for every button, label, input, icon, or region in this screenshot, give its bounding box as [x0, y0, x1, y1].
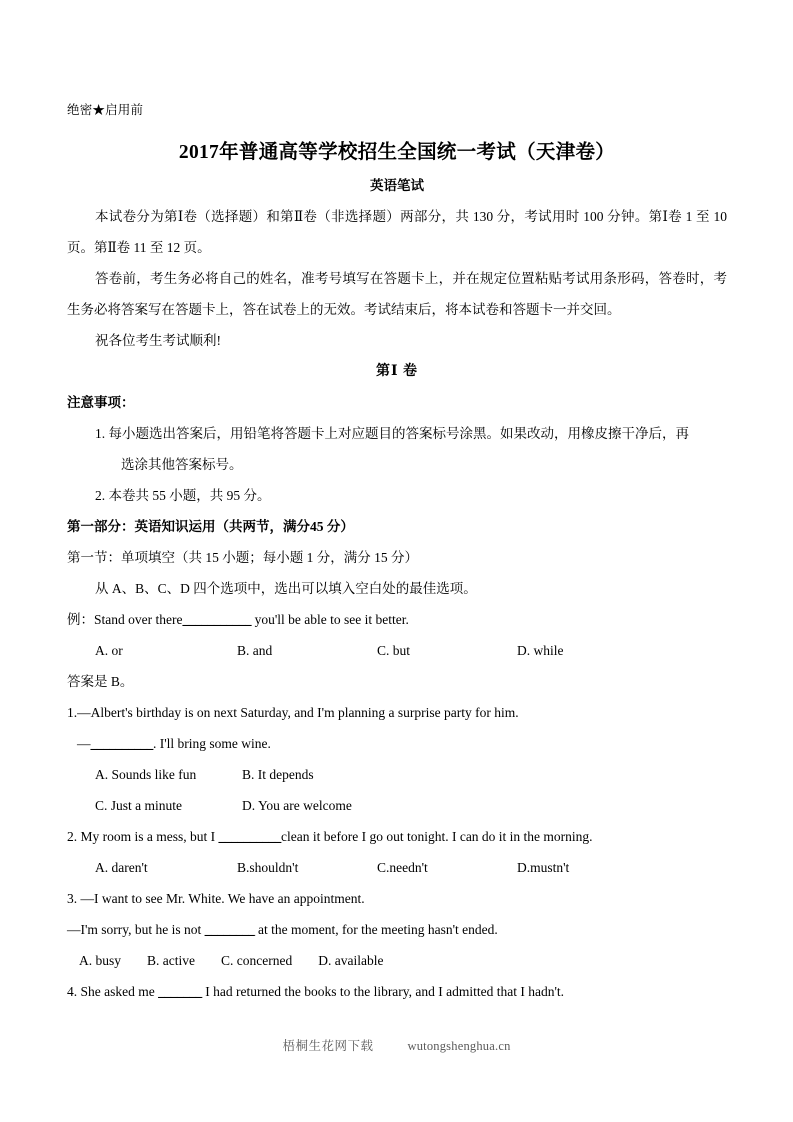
section-one-instruction: 从 A、B、C、D 四个选项中，选出可以填入空白处的最佳选项。: [95, 581, 477, 596]
question-2-option-c[interactable]: C.needn't: [377, 860, 428, 875]
example-options-row: [67, 635, 727, 666]
question-1-options-row-2: [67, 790, 727, 821]
document-body: [67, 100, 727, 1007]
footer-site-url[interactable]: wutongshenghua.cn: [407, 1039, 511, 1053]
example-option-b[interactable]: B. and: [237, 643, 273, 658]
question-3-option-a[interactable]: A. busy: [79, 953, 122, 968]
question-1-option-a[interactable]: A. Sounds like fun: [95, 767, 197, 782]
example-label: 例：: [67, 612, 94, 627]
example-option-d[interactable]: D. while: [517, 643, 564, 658]
section-one-heading: 第一节：单项填空（共 15 小题；每小题 1 分，满分 15 分）: [67, 550, 418, 565]
example-stem: [67, 604, 727, 635]
notice-item-line-continued: 选涂其他答案标号。: [121, 457, 243, 472]
question-2-option-b[interactable]: B.shouldn't: [237, 860, 299, 875]
question-3-stem-line-2: [67, 914, 727, 945]
question-2-options-row: [67, 852, 727, 883]
question-3-blank: ________: [204, 922, 255, 937]
example-blank: ___________: [182, 612, 252, 627]
notice-item-line: 1. 每小题选出答案后，用铅笔将答题卡上对应题目的答案标号涂黑。如果改动，用橡皮擦干净后，再: [95, 426, 689, 441]
intro-paragraph-2: 答卷前，考生务必将自己的姓名，准考号填写在答题卡上，并在规定位置粘贴考试用条形码，答卷时，考生务必将答案写在答题卡上，答在试卷上的无效。考试结束后，将本试卷和答题卡一并交回。: [67, 271, 727, 317]
question-4-stem: [67, 976, 727, 1007]
question-3-stem-after: at the moment, for the meeting hasn't ended.: [254, 922, 498, 937]
question-3-options-row: [67, 945, 727, 976]
question-4-stem-after: I had returned the books to the library, and I admitted that I hadn't.: [201, 984, 565, 999]
example-answer: 答案是 B。: [67, 674, 134, 689]
question-2-option-a[interactable]: A. daren't: [95, 860, 148, 875]
page-title: 2017年普通高等学校招生全国统一考试（天津卷）: [178, 142, 616, 163]
section-heading-juan-1: 第Ⅰ 卷: [375, 364, 419, 379]
question-3-option-d[interactable]: D. available: [318, 953, 384, 968]
notice-label: 注意事项：: [67, 395, 135, 410]
question-3-stem-before: —I'm sorry, but he is not: [67, 922, 205, 937]
part-one-heading: 第一部分：英语知识运用（共两节，满分45 分）: [67, 519, 354, 534]
question-1-stem-line-1: 1.—Albert's birthday is on next Saturday, and I'm planning a surprise party for him.: [67, 705, 519, 720]
question-3-option-b[interactable]: B. active: [147, 953, 195, 968]
question-2-option-d[interactable]: D.mustn't: [517, 860, 570, 875]
example-option-a[interactable]: A. or: [95, 643, 123, 658]
question-3-stem-line-1: 3. —I want to see Mr. White. We have an appointment.: [67, 891, 365, 906]
example-stem-after: you'll be able to see it better.: [254, 612, 409, 627]
notice-item-line: 2. 本卷共 55 小题，共 95 分。: [95, 488, 271, 503]
question-1-dash: —: [77, 736, 91, 751]
question-2-stem: [67, 821, 727, 852]
footer-watermark: [0, 1036, 793, 1054]
question-1-blank: __________: [90, 736, 153, 751]
notice-item: [67, 418, 727, 480]
question-1-stem-line-2: [67, 728, 727, 759]
footer-site-name: 梧桐生花网下载: [282, 1039, 374, 1053]
question-4-blank: _______: [158, 984, 202, 999]
intro-paragraph-3: 祝各位考生考试顺利!: [95, 333, 221, 348]
intro-paragraph-1: 本试卷分为第Ⅰ卷（选择题）和第Ⅱ卷（非选择题）两部分，共 130 分，考试用时 100 分钟。第Ⅰ卷 1 至 10 页。第Ⅱ卷 11 至 12 页。: [67, 209, 727, 255]
question-2-stem-before: 2. My room is a mess, but I: [67, 829, 219, 844]
page-subtitle: 英语笔试: [370, 178, 424, 193]
question-2-blank: __________: [218, 829, 281, 844]
question-2-stem-after: clean it before I go out tonight. I can do it in the morning.: [281, 829, 593, 844]
secret-notice: 绝密★启用前: [67, 103, 144, 117]
question-1-option-b[interactable]: B. It depends: [242, 767, 314, 782]
question-3-option-c[interactable]: C. concerned: [221, 953, 293, 968]
question-1-option-c[interactable]: C. Just a minute: [95, 798, 182, 813]
example-stem-before: Stand over there: [94, 612, 183, 627]
notice-item: [67, 480, 727, 511]
example-option-c[interactable]: C. but: [377, 643, 411, 658]
question-4-stem-before: 4. She asked me: [67, 984, 159, 999]
question-1-option-d[interactable]: D. You are welcome: [242, 798, 352, 813]
question-1-options-row-1: [67, 759, 727, 790]
question-1-stem-after: . I'll bring some wine.: [153, 736, 271, 751]
